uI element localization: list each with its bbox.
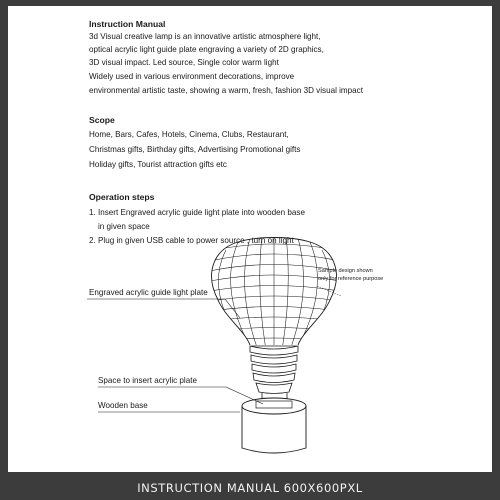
operation-title: Operation steps — [89, 192, 155, 202]
sample-note-line: only for reference purpose — [318, 275, 384, 282]
sample-note-line: Sample design shown — [318, 268, 373, 274]
operation-step-2: 2. Plug in given USB cable to power source , turn on light — [89, 236, 294, 245]
label-insert-space: Space to insert acrylic plate — [98, 376, 197, 385]
acrylic-plate-illustration — [205, 236, 345, 404]
manual-line: optical acrylic light guide plate engraving a variety of 2D graphics, — [89, 45, 324, 54]
footer-caption: INSTRUCTION MANUAL 600X600PXL — [137, 481, 363, 495]
scope-title: Scope — [89, 115, 115, 125]
manual-line: 3D visual impact. Led source, Single color warm light — [89, 58, 279, 67]
manual-line: Widely used in various environment decorations, improve — [89, 72, 295, 81]
scope-line: Home, Bars, Cafes, Hotels, Cinema, Clubs, Restaurant, — [89, 130, 289, 139]
scope-line: Christmas gifts, Birthday gifts, Advertising Promotional gifts — [89, 145, 301, 154]
wooden-base-illustration — [242, 398, 306, 453]
manual-title: Instruction Manual — [89, 19, 166, 29]
manual-line: 3d Visual creative lamp is an innovative artistic atmosphere light, — [89, 32, 321, 41]
operation-step-1: 1. Insert Engraved acrylic guide light plate into wooden base — [89, 208, 305, 217]
scope-line: Holiday gifts, Tourist attraction gifts etc — [89, 160, 227, 169]
label-wooden-base: Wooden base — [98, 401, 148, 410]
sample-note — [318, 268, 383, 283]
label-acrylic-plate: Engraved acrylic guide light plate — [89, 288, 208, 297]
manual-line: environmental artistic taste, showing a warm, fresh, fashion 3D visual impact — [89, 86, 363, 95]
operation-step-1-cont: in given space — [98, 222, 150, 231]
